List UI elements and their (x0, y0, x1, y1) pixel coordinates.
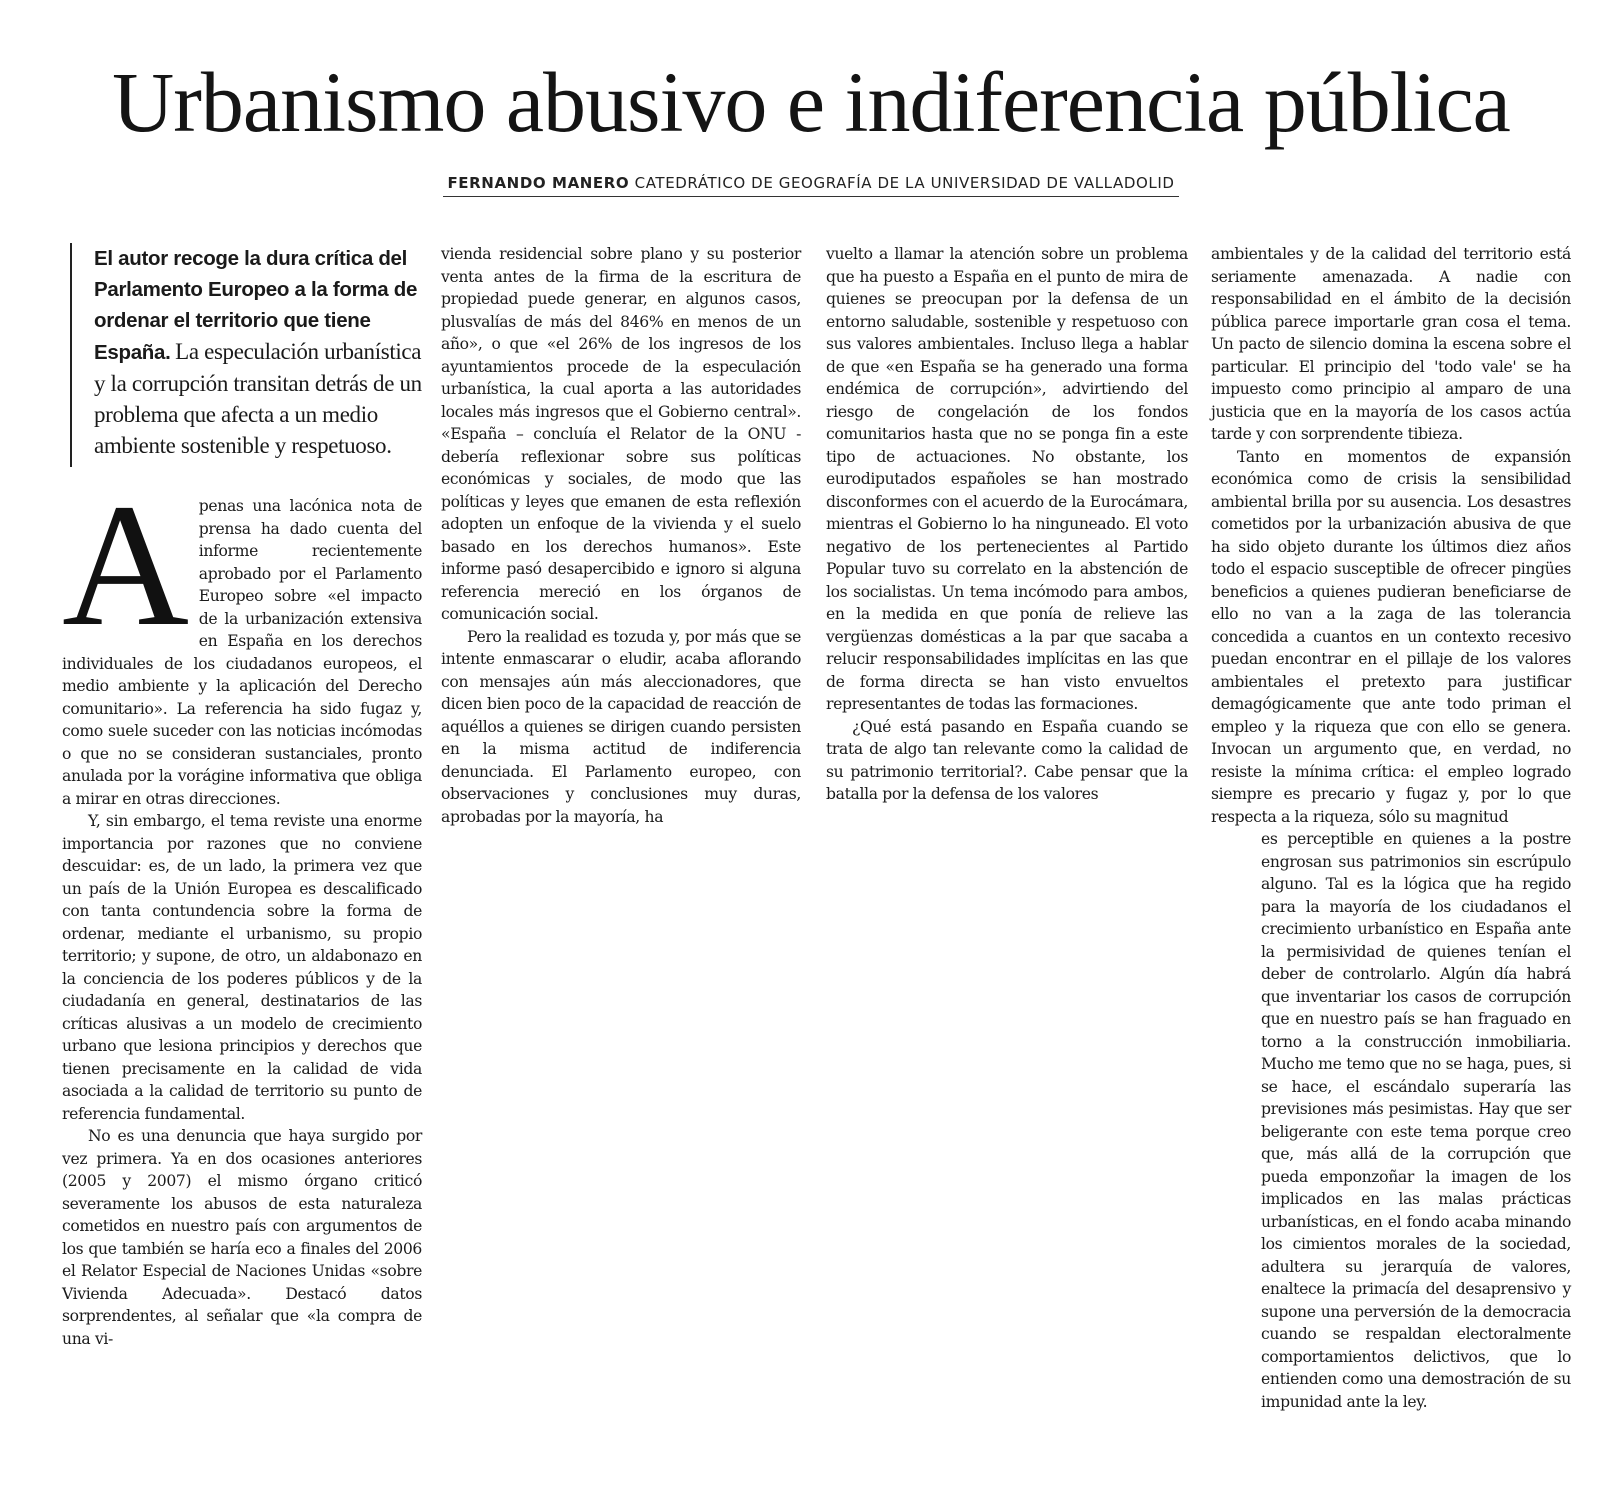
body-paragraph: Pero la realidad es tozuda y, por más que se intente enmascarar o eludir, acaba aflorando con mensajes aún más aleccionadores, que dicen bien poco de la capacidad de reacción de aquéllos a quienes se dirigen cuando persisten en la misma actitud de indiferencia denunciada. El Parlamento europeo, con observaciones y conclusiones muy duras, aprobadas por la mayoría, ha (441, 627, 801, 826)
body-paragraph: es perceptible en quienes a la postre engrosan sus patrimonios sin escrúpulo alguno. Tal es la lógica que ha regido para la mayoría de los ciudadanos el crecimiento urbanístico en España ante la permisividad de quienes tenían el deber de controlarlo. Algún día habrá que inventariar los casos de corrupción que en nuestro país se han fraguado en torno a la construcción inmobiliaria. Mucho me temo que no se haga, pues, si se hace, el escándalo superaría las previsiones más pesimistas. Hay que ser beligerante con este tema porque creo que, más allá de la corrupción que pueda emponzoñar la imagen de los implicados en las malas prácticas urbanísticas, en el fondo acaba minando los cimientos morales de la sociedad, adultera su jerarquía de valores, enaltece la primacía del desaprensivo y supone una perversión de la democracia cuando se respaldan electoralmente comportamientos delictivos, que lo entienden como una demostración de su impunidad ante la ley. (1261, 830, 1571, 1411)
byline-author: FERNANDO MANERO (447, 174, 630, 192)
lead-bold: El autor recoge la dura crítica del Parlamento Europeo a la forma de ordenar el territorio que tiene España. (94, 247, 418, 364)
body-paragraph (62, 468, 422, 810)
byline (0, 174, 1622, 197)
byline-role: CATEDRÁTICO DE GEOGRAFÍA DE LA UNIVERSIDAD DE VALLADOLID (634, 174, 1175, 192)
body-paragraph: Tanto en momentos de expansión económica como de crisis la sensibilidad ambiental brilla por su ausencia. Los desastres cometidos por la urbanización abusiva de que ha sido objeto durante los últimos diez años todo el espacio susceptible de ofrecer pingües beneficios a quienes pudieran beneficiarse de ello no van a la zaga de las tolerancia concedida a cuantos en un contexto recesivo puedan encontrar en el pillaje de los valores ambientales el pretexto para justificar demagógicamente que ante todo priman el empleo y la riqueza que con ello se genera. Invocan un argumento que, en verdad, no resiste la mínima crítica: el empleo logrado siempre es precario y fugaz y, por lo que respecta a la riqueza, sólo su magnitud (1211, 447, 1571, 826)
body-paragraph-text: penas una lacónica nota de prensa ha dado cuenta del informe recientemente aprobado por el Parlamento Europeo sobre «el impacto de la urbanización extensiva en España en los derechos individuales de los ciudadanos europeos, el medio ambiente y la aplicación del Derecho comunitario». La referencia ha sido fugaz y, como suele suceder con las noticias incómodas o que no se consideran sustanciales, pronto anulada por la vorágine informativa que obliga a mirar en otras direcciones. (62, 497, 422, 808)
lead-summary (70, 243, 422, 467)
column-1 (62, 243, 422, 1350)
drop-cap: A (62, 468, 189, 663)
headline: Urbanismo abusivo e indiferencia pública (112, 54, 1510, 150)
body-paragraph: vuelto a llamar la atención sobre un problema que ha puesto a España en el punto de mira de quienes se preocupan por la defensa de un entorno saludable, sostenible y respetuoso con sus valores ambientales. Incluso llega a hablar de que «en España se ha generado una forma endémica de corrupción», advirtiendo del riesgo de congelación de los fondos comunitarios hasta que no se ponga fin a este tipo de actuaciones. No obstante, los eurodiputados españoles se han mostrado disconformes con el acuerdo de la Eurocámara, mientras el Gobierno lo ha ninguneado. El voto negativo de los pertenecientes al Partido Popular tuvo su correlato en la abstención de los socialistas. Un tema incómodo para ambos, en la medida en que ponía de relieve las vergüenzas domésticas a la par que sacaba a relucir responsabilidades implícitas en las que de forma directa se han visto envueltos representantes de todas las formaciones. (826, 245, 1188, 713)
body-paragraph: Y, sin embargo, el tema reviste una enorme importancia por razones que no conviene descuidar: es, de un lado, la primera vez que un país de la Unión Europea es descalificado con tanta contundencia sobre la forma de ordenar, mediante el urbanismo, su propio territorio; y supone, de otro, un aldabonazo en la conciencia de los poderes públicos y de la ciudadanía en general, destinatarios de las críticas alusivas a un modelo de crecimiento urbano que lesiona principios y derechos que tienen precisamente en la calidad de vida asociada a la calidad de territorio su punto de referencia fundamental. (62, 812, 422, 1123)
body-paragraph: No es una denuncia que haya surgido por vez primera. Ya en dos ocasiones anteriores (2005 y 2007) el mismo órgano criticó severamente los abusos de esta naturaleza cometidos en nuestro país con argumentos de los que también se haría eco a finales del 2006 el Relator Especial de Naciones Unidas «sobre Vivienda Adecuada». Destacó datos sorprendentes, al señalar que «la compra de una vi- (62, 1127, 422, 1348)
lead-rest: La especulación urbanística y la corrupción transitan detrás de un problema que afecta a un medio ambiente sostenible y respetuoso. (94, 339, 422, 458)
column-4 (1211, 243, 1571, 1413)
body-paragraph: vienda residencial sobre plano y su posterior venta antes de la firma de la escritura de propiedad puede generar, en algunos casos, plusvalías de más del 846% en menos de un año», o que «el 26% de los ingresos de los ayuntamientos procede de la especulación urbanística, la cual aporta a las autoridades locales más ingresos que el Gobierno central». «España – concluía el Relator de la ONU - debería reflexionar sobre sus políticas económicas y sociales, de modo que las políticas y leyes que emanen de esta reflexión adopten un enfoque de la vivienda y el suelo basado en los derechos humanos». Este informe pasó desapercibido e ignoro si alguna referencia mereció en los órganos de comunicación social. (441, 245, 801, 623)
body-paragraph: ¿Qué está pasando en España cuando se trata de algo tan relevante como la calidad de su patrimonio territorial?. Cabe pensar que la batalla por la defensa de los valores (826, 717, 1188, 803)
body-paragraph: ambientales y de la calidad del territorio está seriamente amenazada. A nadie con responsabilidad en el ámbito de la decisión pública parece importarle gran cosa el tema. Un pacto de silencio domina la escena sobre el particular. El principio del 'todo vale' se ha impuesto como principio al amparo de una justicia que en la mayoría de los casos actúa tarde y con sorprendente tibieza. (1211, 245, 1571, 443)
column-2 (441, 243, 801, 828)
column-3 (826, 243, 1188, 806)
